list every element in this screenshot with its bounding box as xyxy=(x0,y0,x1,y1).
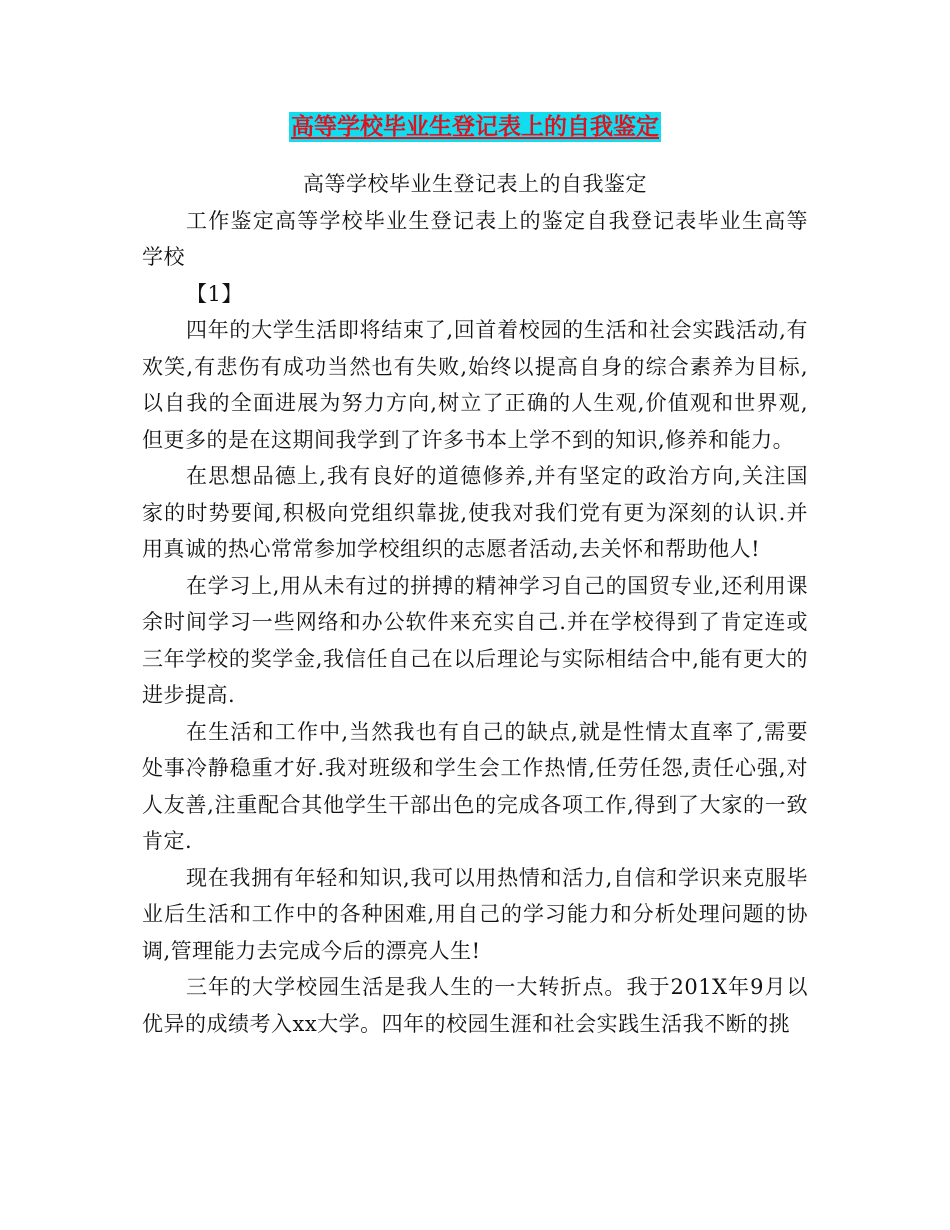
document-title: 高等学校毕业生登记表上的自我鉴定 xyxy=(291,114,659,140)
paragraph: 在学习上,用从未有过的拼搏的精神学习自己的国贸专业,还利用课余时间学习一些网络和办公软件来充实自己.并在学校得到了肯定连或三年学校的奖学金,我信任自己在以后理论与实际相结合中,能有更大的进步提高. xyxy=(142,573,808,707)
paragraph: 在思想品德上,我有良好的道德修养,并有坚定的政治方向,关注国家的时势要闻,积极向党组织靠拢,使我对我们党有更为深刻的认识.并用真诚的热心常常参加学校组织的志愿者活动,去关怀和帮助他人! xyxy=(142,464,808,561)
document-subtitle: 高等学校毕业生登记表上的自我鉴定 xyxy=(303,172,647,196)
section-marker: 【1】 xyxy=(186,281,243,306)
title-container xyxy=(0,112,950,142)
keywords-line: 工作鉴定高等学校毕业生登记表上的鉴定自我登记表毕业生高等学校 xyxy=(142,208,808,269)
document-body xyxy=(142,166,808,1042)
paragraph: 四年的大学生活即将结束了,回首着校园的生活和社会实践活动,有欢笑,有悲伤有成功当然也有失败,始终以提高自身的综合素养为目标,以自我的全面进展为努力方向,树立了正确的人生观,价值观和世界观,但更多的是在这期间我学到了许多书本上学不到的知识,修养和能力。 xyxy=(142,318,808,452)
paragraph: 在生活和工作中,当然我也有自己的缺点,就是性情太直率了,需要处事冷静稳重才好.我对班级和学生会工作热情,任劳任怨,责任心强,对人友善,注重配合其他学生干部出色的完成各项工作,得到了大家的一致肯定. xyxy=(142,719,808,853)
paragraph: 三年的大学校园生活是我人生的一大转折点。我于201X年9月以优异的成绩考入xx大学。四年的校园生涯和社会实践生活我不断的挑 xyxy=(142,975,808,1036)
paragraph: 现在我拥有年轻和知识,我可以用热情和活力,自信和学识来克服毕业后生活和工作中的各种困难,用自己的学习能力和分析处理问题的协调,管理能力去完成今后的漂亮人生! xyxy=(142,865,808,963)
